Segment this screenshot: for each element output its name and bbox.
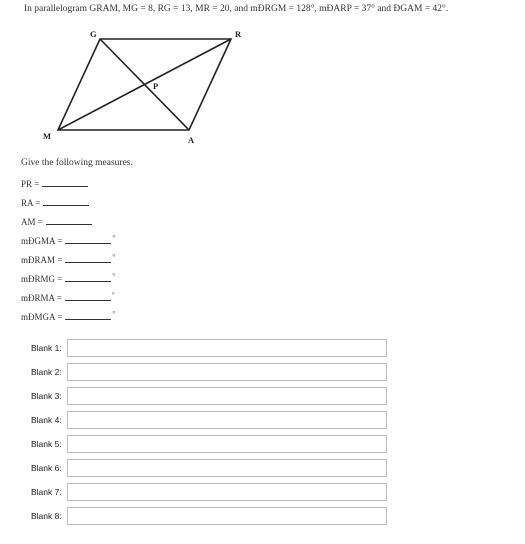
blank-7-input[interactable] bbox=[67, 483, 387, 501]
blank-label: Blank 1: bbox=[31, 343, 62, 353]
degree-symbol: ° bbox=[112, 272, 116, 280]
question-row bbox=[21, 215, 93, 229]
answer-underline bbox=[65, 253, 111, 263]
answer-underline bbox=[46, 215, 92, 225]
blank-label: Blank 4: bbox=[31, 415, 62, 425]
point-label-P: P bbox=[153, 81, 159, 91]
answer-underline bbox=[65, 272, 111, 282]
question-row bbox=[21, 310, 115, 324]
blank-5-input[interactable] bbox=[67, 435, 387, 453]
question-label: mÐRMA = bbox=[21, 293, 62, 303]
question-row bbox=[21, 253, 115, 267]
vertex-label-A: A bbox=[188, 135, 195, 145]
question-row bbox=[21, 234, 115, 248]
blank-8-input[interactable] bbox=[67, 507, 387, 525]
blank-6-input[interactable] bbox=[67, 459, 387, 477]
answer-underline bbox=[43, 196, 89, 206]
question-row bbox=[21, 272, 115, 286]
vertex-label-R: R bbox=[235, 29, 242, 39]
question-row bbox=[21, 196, 90, 210]
blank-label: Blank 7: bbox=[31, 487, 62, 497]
vertex-label-M: M bbox=[43, 131, 52, 141]
answer-underline bbox=[42, 177, 88, 187]
blank-4-input[interactable] bbox=[67, 411, 387, 429]
parallelogram-figure bbox=[40, 26, 260, 151]
problem-statement: In parallelogram GRAM, MG = 8, RG = 13, MR = 20, and mÐRGM = 128°, mÐARP = 37° and ÐGAM = 42°. bbox=[24, 4, 449, 14]
question-label: PR = bbox=[21, 179, 40, 189]
degree-symbol: ° bbox=[112, 253, 116, 261]
question-row bbox=[21, 291, 115, 305]
degree-symbol: ° bbox=[112, 234, 116, 242]
instructions: Give the following measures. bbox=[21, 158, 133, 168]
blank-label: Blank 2: bbox=[31, 367, 62, 377]
answer-underline bbox=[65, 310, 111, 320]
answer-underline bbox=[65, 291, 111, 301]
diagonal-GA bbox=[100, 39, 189, 130]
blank-label: Blank 3: bbox=[31, 391, 62, 401]
question-label: RA = bbox=[21, 198, 41, 208]
answer-underline bbox=[65, 234, 111, 244]
degree-symbol: ° bbox=[111, 291, 115, 299]
blank-label: Blank 8: bbox=[31, 511, 62, 521]
blank-2-input[interactable] bbox=[67, 363, 387, 381]
question-label: mÐGMA = bbox=[21, 236, 63, 246]
question-label: mÐRMG = bbox=[21, 274, 63, 284]
degree-symbol: ° bbox=[112, 310, 116, 318]
question-label: mÐMGA = bbox=[21, 312, 63, 322]
question-label: AM = bbox=[21, 217, 43, 227]
blank-1-input[interactable] bbox=[67, 339, 387, 357]
question-row bbox=[21, 177, 89, 191]
blank-label: Blank 5: bbox=[31, 439, 62, 449]
question-label: mÐRAM = bbox=[21, 255, 63, 265]
blank-label: Blank 6: bbox=[31, 463, 62, 473]
blank-3-input[interactable] bbox=[67, 387, 387, 405]
vertex-label-G: G bbox=[90, 29, 97, 39]
